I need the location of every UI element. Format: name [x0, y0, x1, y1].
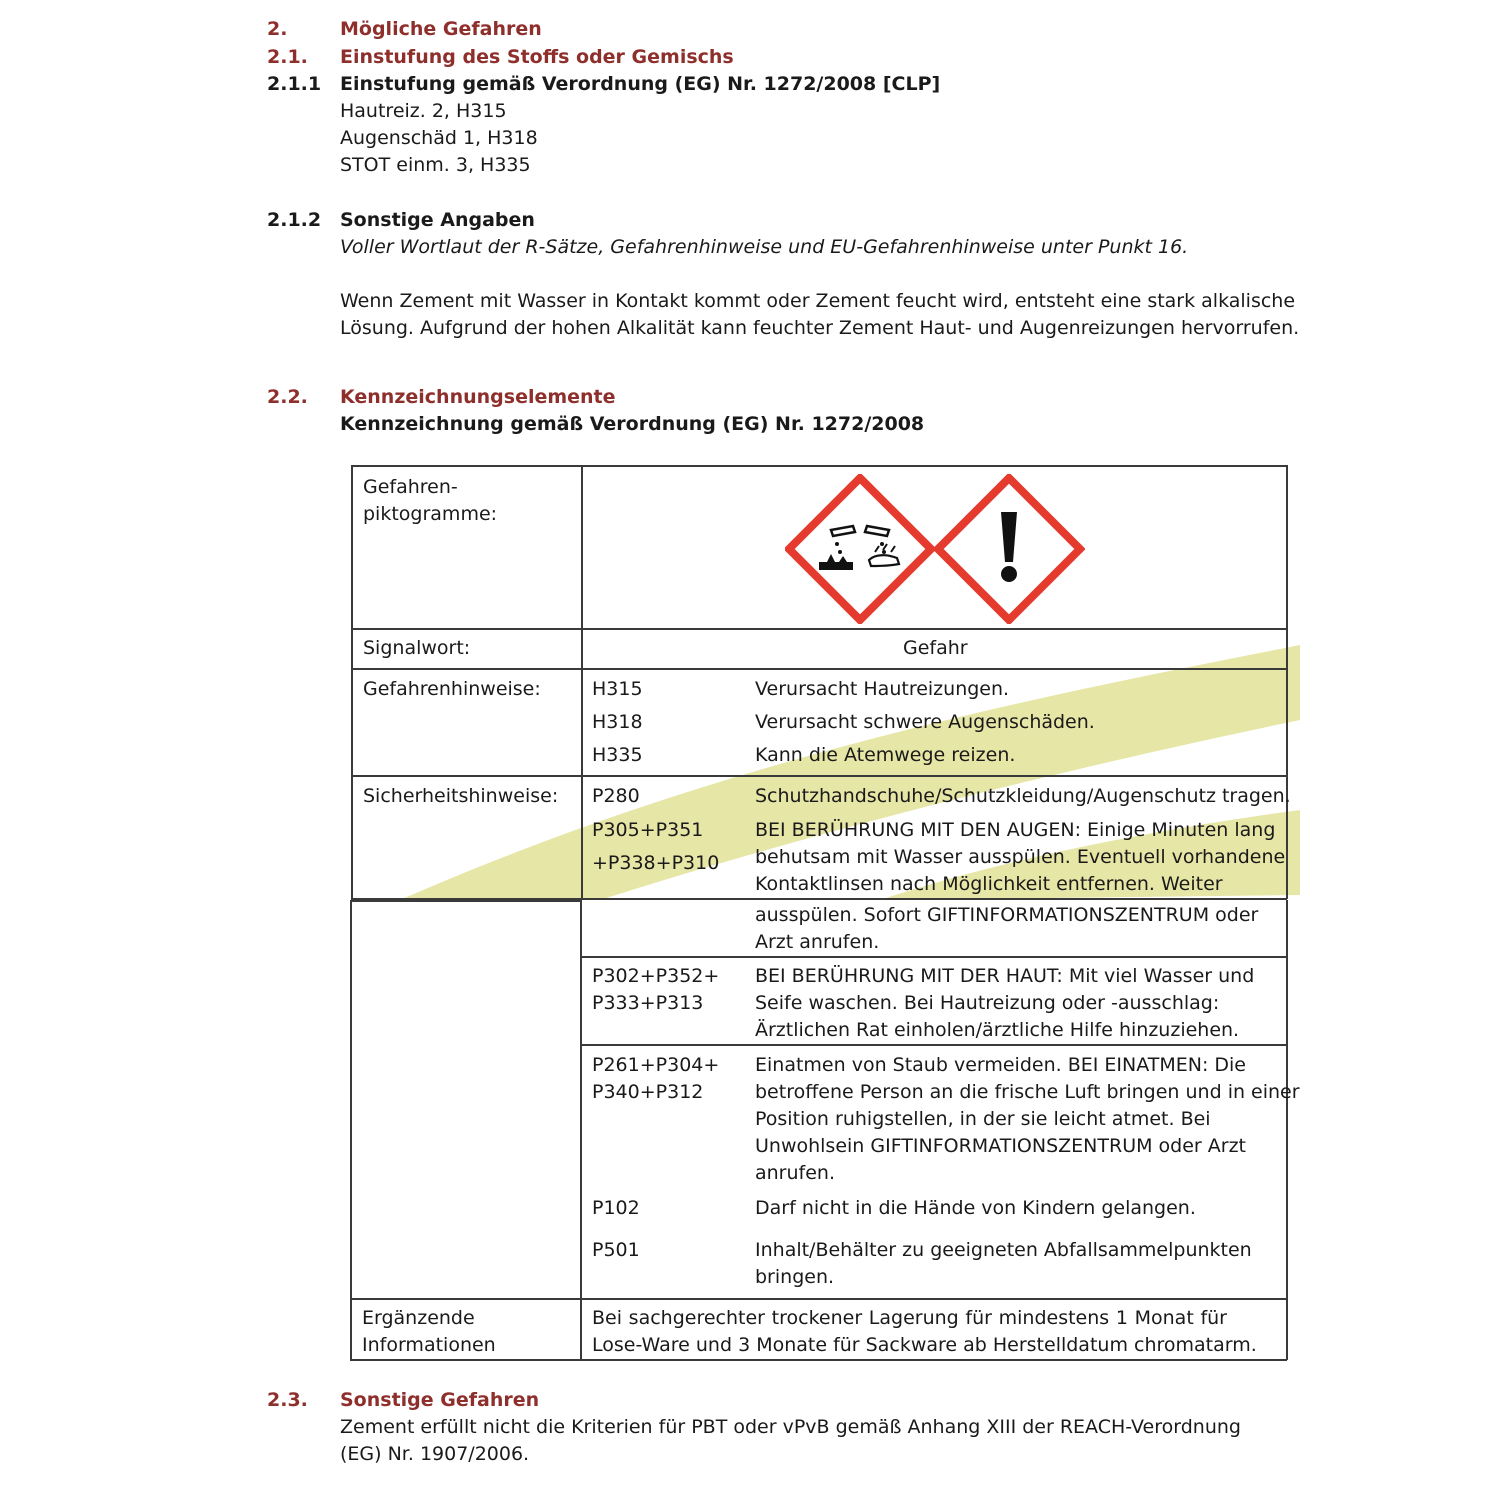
precaution-text: anrufen.: [755, 1162, 835, 1184]
precaution-text: Arzt anrufen.: [755, 931, 880, 953]
supplementary-info-text: Bei sachgerechter trockener Lagerung für mindestens 1 Monat für: [592, 1307, 1227, 1329]
supplementary-info-text: Lose-Ware und 3 Monate für Sackware ab Herstelldatum chromatarm.: [592, 1334, 1257, 1356]
precaution-code: P333+P313: [592, 992, 704, 1014]
precaution-code: P261+P304+: [592, 1054, 720, 1076]
hazard-text: Verursacht schwere Augenschäden.: [755, 711, 1095, 733]
section-number: 2.3.: [267, 1389, 308, 1411]
exclamation-mark-icon: [938, 478, 1080, 620]
precaution-code: P280: [592, 785, 640, 807]
hazard-text: Verursacht Hautreizungen.: [755, 678, 1010, 700]
paragraph-line: Lösung. Aufgrund der hohen Alkalität kann feuchter Zement Haut- und Augenreizungen hervorrufen.: [340, 317, 1300, 339]
classification-line: Hautreiz. 2, H315: [340, 100, 507, 122]
precaution-code: P302+P352+: [592, 965, 720, 987]
signal-word-value: Gefahr: [903, 637, 968, 659]
precautionary-statements-label: Sicherheitshinweise:: [363, 785, 559, 807]
precaution-code: P501: [592, 1239, 640, 1261]
section-title: Einstufung des Stoffs oder Gemischs: [340, 46, 734, 68]
precaution-text: bringen.: [755, 1266, 835, 1288]
hazard-code: H335: [592, 744, 643, 766]
precaution-text: Seife waschen. Bei Hautreizung oder -ausschlag:: [755, 992, 1220, 1014]
reference-note: Voller Wortlaut der R-Sätze, Gefahrenhinweise und EU-Gefahrenhinweise unter Punkt 16.: [340, 236, 1189, 258]
section-number: 2.1.1: [267, 73, 322, 95]
precaution-text: BEI BERÜHRUNG MIT DEN AUGEN: Einige Minuten lang: [755, 819, 1276, 841]
pictograms-label: piktogramme:: [363, 503, 498, 525]
precaution-text: Schutzhandschuhe/Schutzkleidung/Augenschutz tragen.: [755, 785, 1291, 807]
paragraph-line: Zement erfüllt nicht die Kriterien für PBT oder vPvB gemäß Anhang XIII der REACH-Verordnung: [340, 1416, 1241, 1438]
classification-line: STOT einm. 3, H335: [340, 154, 531, 176]
section-number: 2.: [267, 18, 288, 40]
hazard-code: H315: [592, 678, 643, 700]
section-title: Mögliche Gefahren: [340, 18, 542, 40]
hazard-statements-label: Gefahrenhinweise:: [363, 678, 541, 700]
precaution-code: P305+P351: [592, 819, 704, 841]
hazard-code: H318: [592, 711, 643, 733]
signal-word-label: Signalwort:: [363, 637, 471, 659]
precaution-text: behutsam mit Wasser ausspülen. Eventuell vorhandene: [755, 846, 1286, 868]
section-number: 2.1.: [267, 46, 308, 68]
precaution-text: BEI BERÜHRUNG MIT DER HAUT: Mit viel Wasser und: [755, 965, 1255, 987]
section-number: 2.1.2: [267, 209, 322, 231]
section-title: Sonstige Angaben: [340, 209, 535, 231]
paragraph-line: Wenn Zement mit Wasser in Kontakt kommt oder Zement feucht wird, entsteht eine stark alkalische: [340, 290, 1296, 312]
paragraph-line: (EG) Nr. 1907/2006.: [340, 1443, 530, 1465]
corrosion-icon: [789, 478, 931, 620]
precaution-code: P340+P312: [592, 1081, 704, 1103]
hazard-text: Kann die Atemwege reizen.: [755, 744, 1016, 766]
pictograms-label: Gefahren-: [363, 476, 458, 498]
hazard-pictograms: [785, 474, 1085, 624]
section-title: Kennzeichnungselemente: [340, 386, 616, 408]
precaution-text: Position ruhigstellen, in der sie leicht atmet. Bei: [755, 1108, 1211, 1130]
section-subtitle: Kennzeichnung gemäß Verordnung (EG) Nr. 1272/2008: [340, 413, 925, 435]
precaution-text: Darf nicht in die Hände von Kindern gelangen.: [755, 1197, 1196, 1219]
precaution-text: Inhalt/Behälter zu geeigneten Abfallsammelpunkten: [755, 1239, 1252, 1261]
precaution-code: P102: [592, 1197, 640, 1219]
precaution-text: betroffene Person an die frische Luft bringen und in einer: [755, 1081, 1300, 1103]
precaution-text: Einatmen von Staub vermeiden. BEI EINATMEN: Die: [755, 1054, 1246, 1076]
precaution-text: Unwohlsein GIFTINFORMATIONSZENTRUM oder Arzt: [755, 1135, 1247, 1157]
supplementary-info-label: Informationen: [362, 1334, 496, 1356]
precaution-text: ausspülen. Sofort GIFTINFORMATIONSZENTRUM oder: [755, 904, 1259, 926]
supplementary-info-label: Ergänzende: [362, 1307, 475, 1329]
precaution-text: Kontaktlinsen nach Möglichkeit entfernen. Weiter: [755, 873, 1223, 895]
classification-line: Augenschäd 1, H318: [340, 127, 538, 149]
section-number: 2.2.: [267, 386, 308, 408]
section-title: Sonstige Gefahren: [340, 1389, 540, 1411]
precaution-text: Ärztlichen Rat einholen/ärztliche Hilfe hinzuziehen.: [755, 1019, 1240, 1041]
section-title: Einstufung gemäß Verordnung (EG) Nr. 1272/2008 [CLP]: [340, 73, 941, 95]
precaution-code: +P338+P310: [592, 852, 720, 874]
